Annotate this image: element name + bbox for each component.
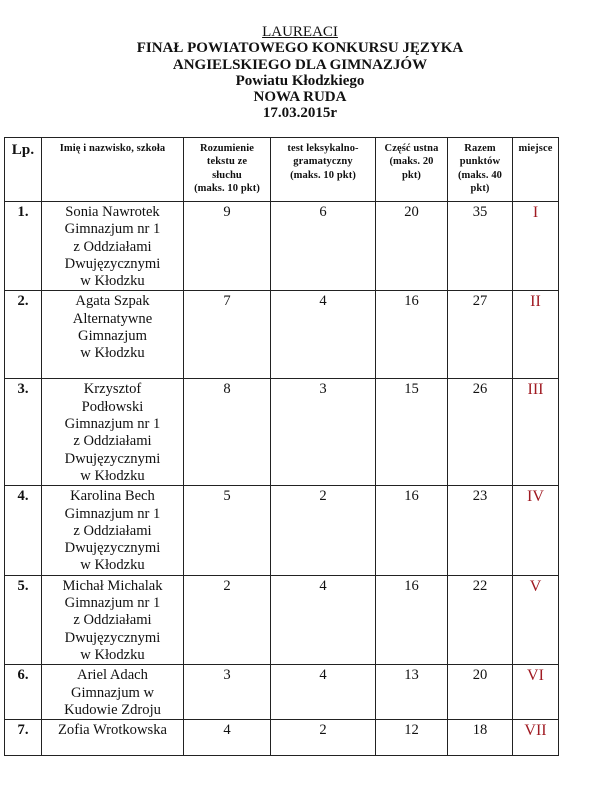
table-row [5,202,559,291]
cell-total: 35 [448,202,513,291]
cell-place: VII [513,720,559,756]
cell-place: VI [513,665,559,720]
header-place: miejsce [513,138,559,202]
cell-listening: 2 [184,575,271,664]
school-line: w Kłodzku [80,557,145,574]
table-row [5,379,559,486]
cell-oral: 16 [376,486,448,575]
cell-oral: 16 [376,575,448,664]
header-grammar-line: gramatyczny [293,156,353,168]
cell-lp: 7. [5,720,42,756]
cell-name-school [42,379,184,486]
participant-name-line: Michał Michalak [62,577,163,594]
cell-place: III [513,379,559,486]
cell-lp: 6. [5,665,42,720]
header-listening-line: (maks. 10 pkt) [194,182,260,194]
header-listening-line: słuchu [212,169,242,181]
school-line: Dwujęzycznymi [64,450,161,467]
header-oral-line: (maks. 20 [389,156,434,168]
cell-oral: 20 [376,202,448,291]
cell-grammar: 2 [271,486,376,575]
cell-lp: 5. [5,575,42,664]
school-line: Podłowski [81,398,144,415]
cell-lp: 2. [5,291,42,379]
cell-place: V [513,575,559,664]
cell-name-school [42,202,184,291]
header-row [5,138,559,202]
cell-grammar: 4 [271,575,376,664]
header-name: Imię i nazwisko, szkoła [42,138,184,202]
table-row [5,486,559,575]
cell-grammar: 4 [271,291,376,379]
participant-name-line: Zofia Wrotkowska [58,722,167,739]
school-line: w Kłodzku [80,273,145,290]
participant-name-line: Karolina Bech [70,488,155,505]
cell-oral: 12 [376,720,448,756]
table-row [5,575,559,664]
cell-total: 27 [448,291,513,379]
cell-name-school [42,486,184,575]
cell-total: 22 [448,575,513,664]
header-total-line: (maks. 40 [457,169,503,181]
school-line: Dwujęzycznymi [64,540,161,557]
cell-place: IV [513,486,559,575]
cell-lp: 1. [5,202,42,291]
cell-place: I [513,202,559,291]
header-total-line: punktów [459,156,501,168]
school-line: Gimnazjum nr 1 [64,505,161,522]
cell-grammar: 4 [271,665,376,720]
cell-listening: 9 [184,202,271,291]
school-line: Gimnazjum nr 1 [64,595,161,612]
cell-name-school [42,575,184,664]
school-line: Gimnazjum nr 1 [64,416,161,433]
table-row [5,291,559,379]
title-district: Powiatu Kłodzkiego [235,72,365,89]
school-line: Gimnazjum [78,328,147,345]
header-listening-line: tekstu ze [206,156,248,168]
school-line: Dwujęzycznymi [64,255,161,272]
table-row [5,720,559,756]
header-grammar-line: test leksykalno- [287,143,359,154]
school-line: w Kłodzku [80,646,145,663]
header-listening-line: Rozumienie [199,143,255,154]
table-row [5,665,559,720]
school-line: Kudowie Zdroju [64,701,161,718]
school-line: z Oddziałami [73,238,152,255]
header-grammar [271,138,376,202]
cell-total: 18 [448,720,513,756]
title-competition-line2: ANGIELSKIEGO DLA GIMNAZJÓW [172,56,428,73]
cell-grammar: 2 [271,720,376,756]
participant-name-line: Agata Szpak [75,293,150,310]
school-line: z Oddziałami [73,433,152,450]
school-line: w Kłodzku [80,345,145,362]
title-competition-line1: FINAŁ POWIATOWEGO KONKURSU JĘZYKA [136,40,464,57]
school-line: Gimnazjum w [70,684,155,701]
cell-oral: 13 [376,665,448,720]
header-total-line: pkt) [470,182,490,194]
cell-total: 26 [448,379,513,486]
header-lp: Lp. [5,138,42,202]
school-line: z Oddziałami [73,612,152,629]
header-total [448,138,513,202]
title-city: NOWA RUDA [253,89,347,106]
cell-grammar: 6 [271,202,376,291]
header-oral-line: pkt) [401,169,422,181]
header-total-line: Razem [464,143,496,154]
cell-listening: 8 [184,379,271,486]
header-grammar-line: (maks. 10 pkt) [290,169,356,181]
header-oral-line: Część ustna [384,143,439,154]
cell-listening: 7 [184,291,271,379]
cell-total: 23 [448,486,513,575]
document-title [0,24,600,122]
cell-listening: 4 [184,720,271,756]
participant-name-line: Sonia Nawrotek [65,204,160,220]
cell-listening: 5 [184,486,271,575]
cell-name-school [42,720,184,756]
cell-total: 20 [448,665,513,720]
cell-place: II [513,291,559,379]
cell-oral: 16 [376,291,448,379]
cell-name-school [42,665,184,720]
results-table [4,137,559,756]
cell-grammar: 3 [271,379,376,486]
school-line: Gimnazjum nr 1 [64,221,161,238]
participant-name-line: Ariel Adach [77,667,148,684]
header-listening [184,138,271,202]
school-line: Alternatywne [72,310,153,327]
cell-oral: 15 [376,379,448,486]
title-date: 17.03.2015r [262,105,338,122]
cell-lp: 3. [5,379,42,486]
title-laureaci: LAUREACI [262,24,338,40]
cell-listening: 3 [184,665,271,720]
participant-name-line: Krzysztof [83,381,142,398]
school-line: w Kłodzku [80,467,145,484]
school-line: z Oddziałami [73,522,152,539]
cell-lp: 4. [5,486,42,575]
cell-name-school [42,291,184,379]
header-oral [376,138,448,202]
school-line: Dwujęzycznymi [64,629,161,646]
